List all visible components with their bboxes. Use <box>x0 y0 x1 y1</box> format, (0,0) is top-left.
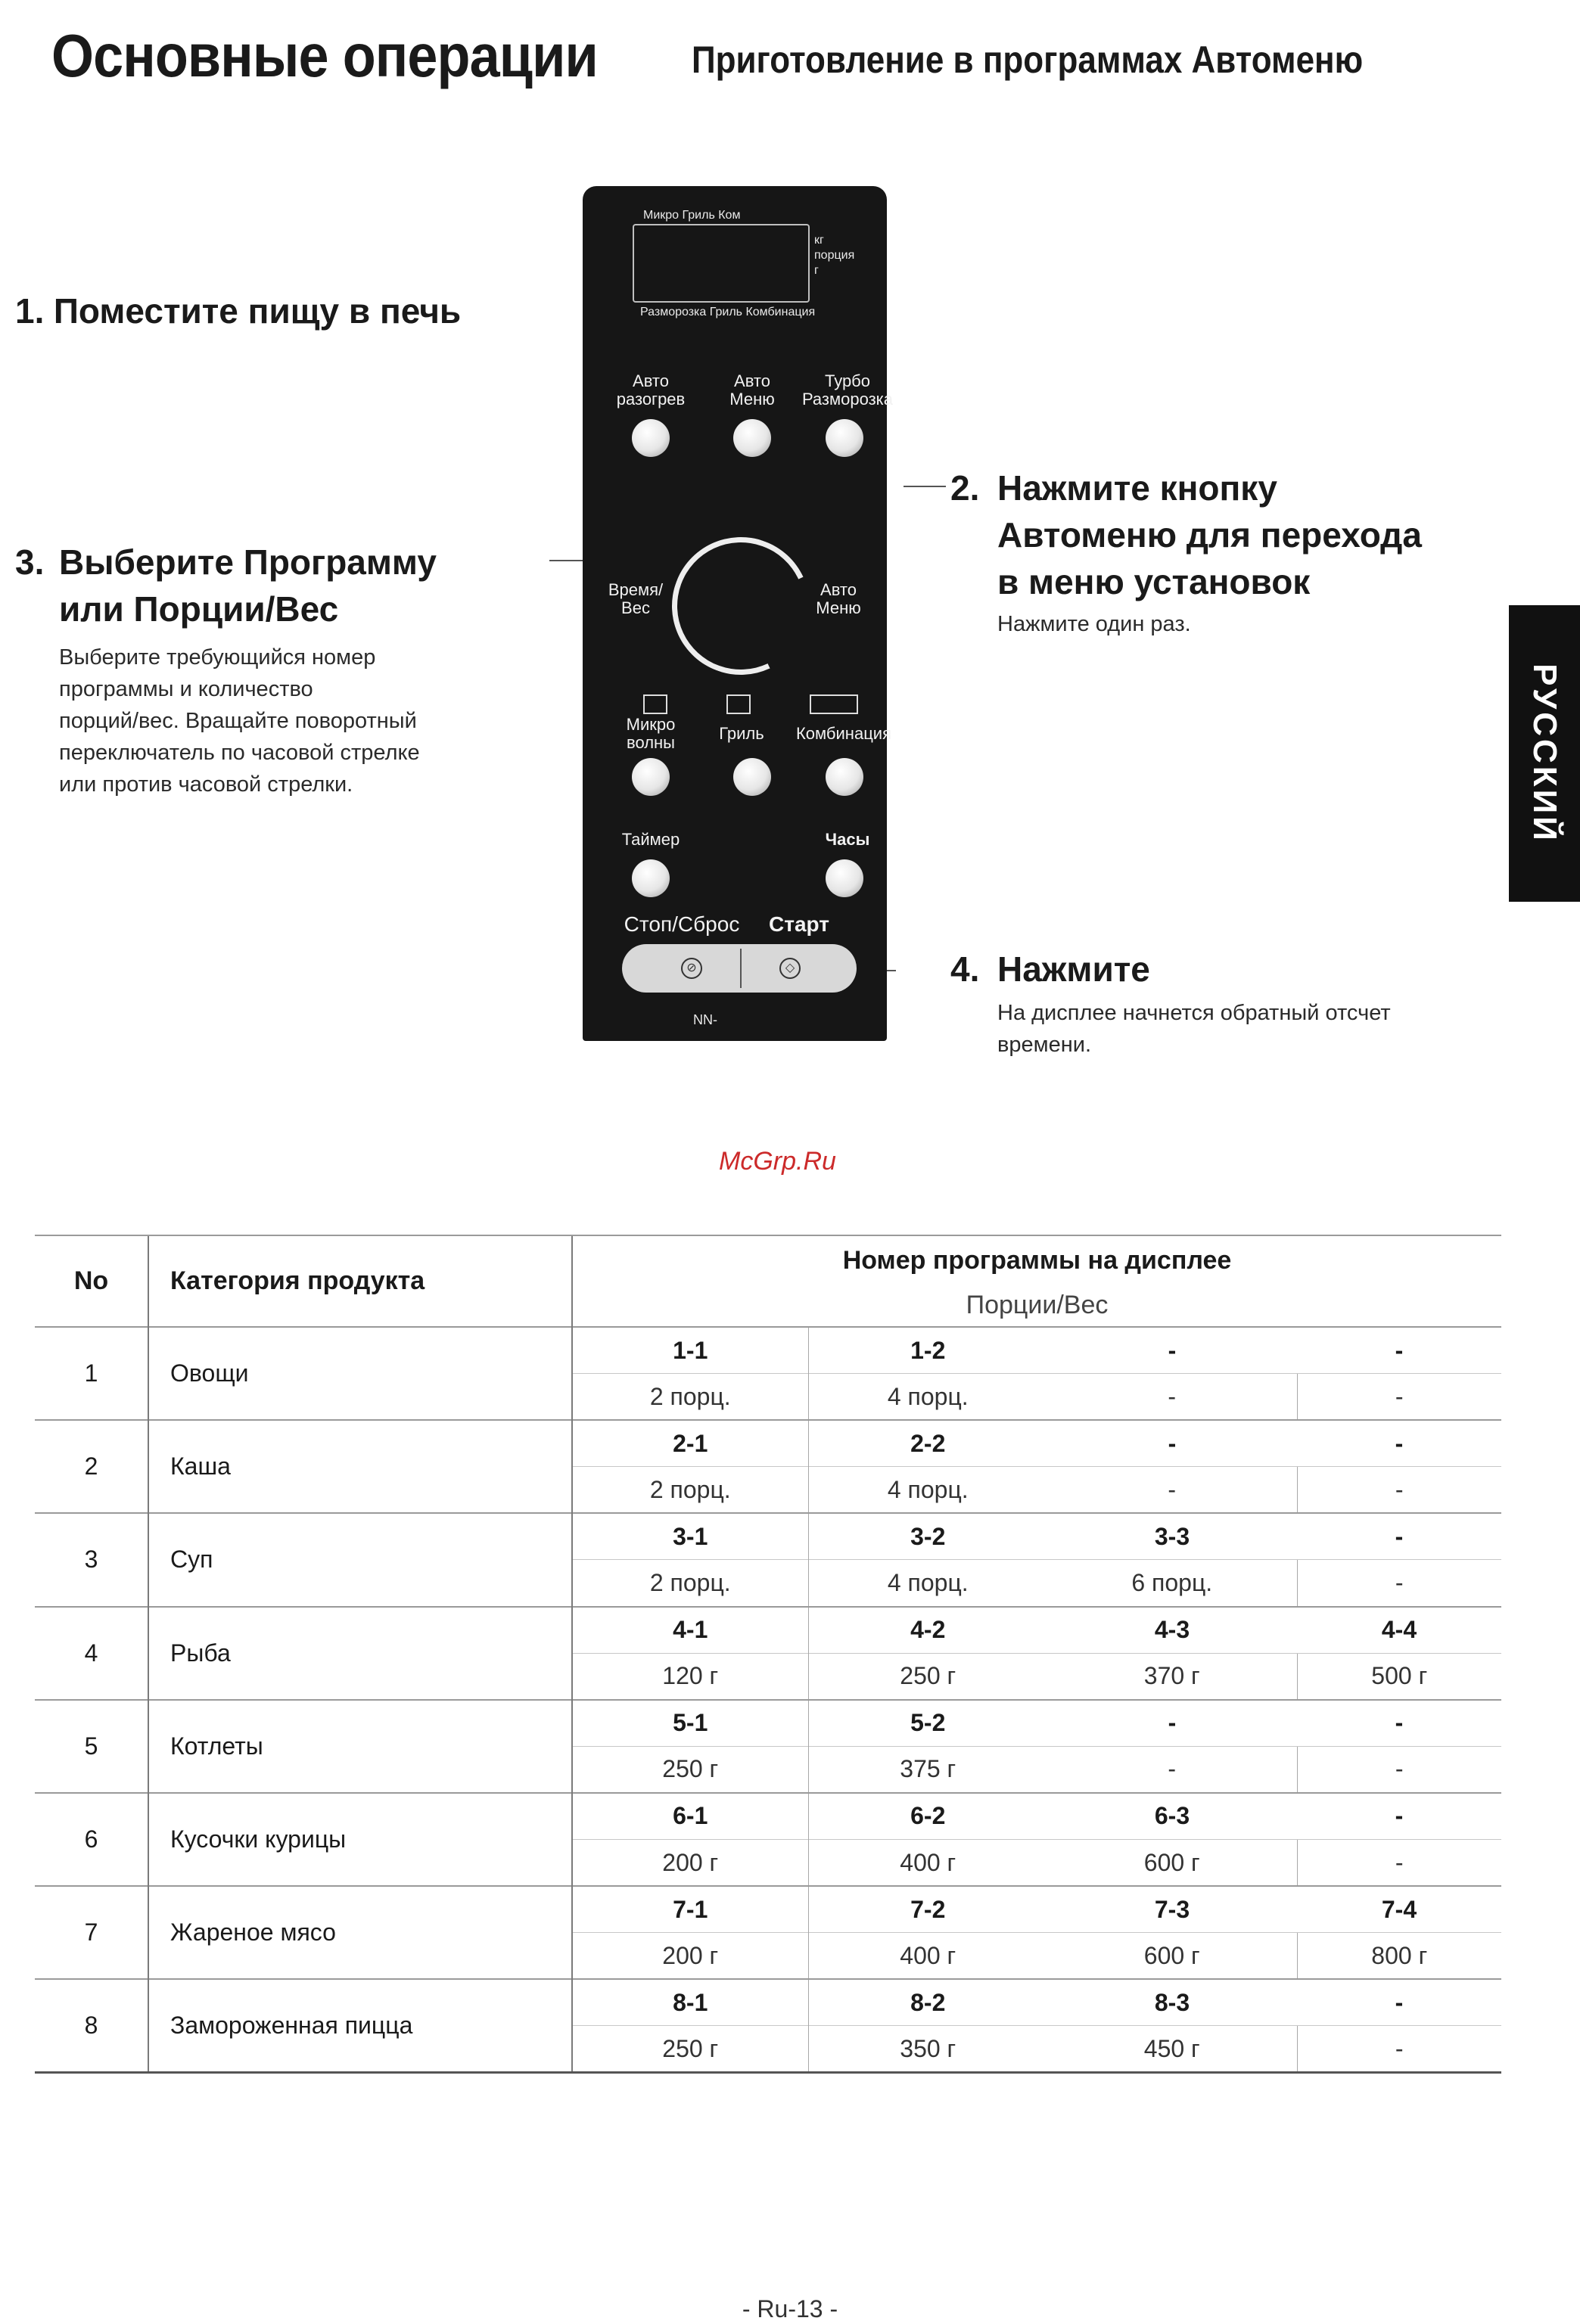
portion-weight-cell: 800 г <box>1297 1933 1501 1980</box>
program-number-cell: - <box>1047 1420 1297 1467</box>
start-stop-divider <box>740 949 742 988</box>
step-4-number: 4. <box>950 949 980 989</box>
auto-menu-label: Авто Меню <box>729 371 775 409</box>
table-row <box>35 1886 1501 1933</box>
table-row <box>35 1513 1501 1560</box>
step-2-number: 2. <box>950 468 980 508</box>
table-row <box>35 1327 1501 1374</box>
start-stop-bar <box>622 944 857 993</box>
program-number-cell: 7-2 <box>808 1886 1047 1933</box>
step-2-heading-line: в меню установок <box>997 562 1311 601</box>
table-header-program: Номер программы на дисплее <box>842 1245 1232 1275</box>
row-category: Каша <box>148 1420 572 1513</box>
row-category: Кусочки курицы <box>148 1793 572 1886</box>
portion-weight-cell: 200 г <box>572 1933 808 1980</box>
auto-menu-table <box>35 1235 1501 2074</box>
portion-weight-cell: 600 г <box>1047 1933 1297 1980</box>
language-tab <box>1509 605 1580 902</box>
row-category: Жареное мясо <box>148 1886 572 1979</box>
start-label: Старт <box>769 912 829 936</box>
control-panel <box>583 186 894 1041</box>
portion-weight-cell: - <box>1297 1374 1501 1421</box>
step-3-desc-line: или против часовой стрелки. <box>59 772 353 797</box>
portion-weight-cell: - <box>1297 1467 1501 1514</box>
step-3-number: 3. <box>15 542 45 582</box>
program-number-cell: 6-1 <box>572 1793 808 1840</box>
table-row <box>35 1700 1501 1747</box>
page-title: Основные операции <box>51 22 598 89</box>
program-number-cell: - <box>1047 1700 1297 1747</box>
portion-weight-cell: - <box>1047 1374 1297 1421</box>
table-header-portion: Порции/Вес <box>966 1291 1109 1319</box>
step-4-desc-line: времени. <box>997 1033 1092 1057</box>
step-2-heading-line: Нажмите кнопку <box>997 468 1277 508</box>
program-number-cell: 7-3 <box>1047 1886 1297 1933</box>
table-header-no: No <box>35 1236 148 1327</box>
portion-weight-cell: 500 г <box>1297 1653 1501 1700</box>
program-number-cell: - <box>1297 1979 1501 2026</box>
leader-line-step-3 <box>549 560 583 561</box>
portion-weight-cell: - <box>1297 1840 1501 1887</box>
program-number-cell: - <box>1297 1700 1501 1747</box>
auto-menu-button[interactable] <box>733 419 771 457</box>
auto-reheat-button[interactable] <box>632 419 670 457</box>
portion-weight-cell: 2 порц. <box>572 1560 808 1607</box>
program-number-cell: 6-2 <box>808 1793 1047 1840</box>
program-number-cell: 2-1 <box>572 1420 808 1467</box>
stop-button[interactable]: ⊘ <box>681 958 702 979</box>
clock-button[interactable] <box>826 859 863 897</box>
program-number-cell: - <box>1297 1513 1501 1560</box>
step-1-heading: Поместите пищу в печь <box>53 291 462 331</box>
page-number: - Ru-13 - <box>742 2295 838 2322</box>
program-number-cell: 4-4 <box>1297 1607 1501 1654</box>
portion-weight-cell: 2 порц. <box>572 1374 808 1421</box>
row-number: 5 <box>35 1700 148 1793</box>
program-number-cell: 7-4 <box>1297 1886 1501 1933</box>
program-number-cell: 8-2 <box>808 1979 1047 2026</box>
step-3-heading-line: или Порции/Вес <box>59 589 339 629</box>
portion-weight-cell: 4 порц. <box>808 1467 1047 1514</box>
table-header-category: Категория продукта <box>148 1236 572 1327</box>
step-3-desc-line: Выберите требующийся номер <box>59 645 376 670</box>
program-number-cell: - <box>1047 1327 1297 1374</box>
portion-weight-cell: - <box>1047 1467 1297 1514</box>
program-number-cell: 3-3 <box>1047 1513 1297 1560</box>
portion-weight-cell: 400 г <box>808 1933 1047 1980</box>
table-row <box>35 1979 1501 2026</box>
display-screen <box>633 224 810 303</box>
program-number-cell: 3-1 <box>572 1513 808 1560</box>
portion-weight-cell: 600 г <box>1047 1840 1297 1887</box>
combination-label: Комбинация <box>795 724 891 743</box>
table-row <box>35 1793 1501 1840</box>
row-category: Суп <box>148 1513 572 1606</box>
grill-label: Гриль <box>719 724 764 743</box>
language-tab-label: РУССКИЙ <box>1526 663 1563 844</box>
row-number: 3 <box>35 1513 148 1606</box>
display-mode-labels: Микро Гриль Ком <box>643 209 741 222</box>
portion-weight-cell: 370 г <box>1047 1653 1297 1700</box>
portion-weight-cell: 4 порц. <box>808 1560 1047 1607</box>
turbo-defrost-label: Турбо Разморозка <box>801 371 894 409</box>
step-1 <box>15 287 461 334</box>
row-number: 4 <box>35 1607 148 1700</box>
step-4-heading: Нажмите <box>997 949 1150 989</box>
timer-button[interactable] <box>632 859 670 897</box>
portion-weight-cell: 250 г <box>808 1653 1047 1700</box>
step-3-heading-line: Выберите Программу <box>59 542 437 582</box>
watermark: McGrp.Ru <box>719 1147 836 1176</box>
program-number-cell: 8-3 <box>1047 1979 1297 2026</box>
grill-icon <box>726 694 751 714</box>
grill-button[interactable] <box>733 758 771 796</box>
combination-button[interactable] <box>826 758 863 796</box>
portion-weight-cell: 250 г <box>572 2026 808 2071</box>
portion-weight-cell: 200 г <box>572 1840 808 1887</box>
row-category: Рыба <box>148 1607 572 1700</box>
program-number-cell: 6-3 <box>1047 1793 1297 1840</box>
portion-weight-cell: 6 порц. <box>1047 1560 1297 1607</box>
program-number-cell: 5-2 <box>808 1700 1047 1747</box>
microwave-button[interactable] <box>632 758 670 796</box>
portion-weight-cell: 350 г <box>808 2026 1047 2071</box>
microwave-icon <box>643 694 667 714</box>
row-category: Замороженная пицца <box>148 1979 572 2071</box>
step-2-desc: Нажмите один раз. <box>997 612 1191 636</box>
dial-time-weight-label: Время/ Вес <box>608 580 664 617</box>
program-number-cell: 4-2 <box>808 1607 1047 1654</box>
step-3-desc-line: порций/вес. Вращайте поворотный <box>59 709 417 733</box>
row-category: Котлеты <box>148 1700 572 1793</box>
table-row <box>35 1607 1501 1654</box>
step-3-desc-line: переключатель по часовой стрелке <box>59 741 420 765</box>
program-number-cell: 3-2 <box>808 1513 1047 1560</box>
portion-weight-cell: 2 порц. <box>572 1467 808 1514</box>
model-label: NN- <box>693 1012 717 1027</box>
program-number-cell: 5-1 <box>572 1700 808 1747</box>
row-number: 1 <box>35 1327 148 1420</box>
portion-weight-cell: 375 г <box>808 1746 1047 1793</box>
auto-reheat-label: Авто разогрев <box>616 371 686 409</box>
portion-weight-cell: 400 г <box>808 1840 1047 1887</box>
start-button[interactable]: ◇ <box>779 958 801 979</box>
portion-weight-cell: - <box>1047 1746 1297 1793</box>
stop-reset-label: Стоп/Сброс <box>624 912 740 936</box>
page-subtitle: Приготовление в программах Автоменю <box>692 39 1364 81</box>
portion-weight-cell: - <box>1297 1746 1501 1793</box>
timer-label: Таймер <box>621 830 680 849</box>
program-number-cell: 2-2 <box>808 1420 1047 1467</box>
step-3-desc-line: программы и количество <box>59 677 313 701</box>
portion-weight-cell: 450 г <box>1047 2026 1297 2071</box>
program-number-cell: - <box>1297 1793 1501 1840</box>
dial-auto-menu-label: Авто Меню <box>816 580 861 617</box>
display-bottom-labels: Разморозка Гриль Комбинация <box>640 306 816 318</box>
program-number-cell: 1-1 <box>572 1327 808 1374</box>
row-number: 8 <box>35 1979 148 2071</box>
row-number: 7 <box>35 1886 148 1979</box>
program-number-cell: - <box>1297 1420 1501 1467</box>
program-number-cell: - <box>1297 1327 1501 1374</box>
portion-weight-cell: 250 г <box>572 1746 808 1793</box>
display-unit-labels: кг порция г <box>814 234 855 277</box>
portion-weight-cell: 120 г <box>572 1653 808 1700</box>
program-number-cell: 1-2 <box>808 1327 1047 1374</box>
combination-icon <box>810 694 858 714</box>
step-2-heading-line: Автоменю для перехода <box>997 515 1422 555</box>
row-number: 2 <box>35 1420 148 1513</box>
clock-label: Часы <box>825 830 870 849</box>
microwave-label: Микро волны <box>626 715 676 752</box>
portion-weight-cell: 4 порц. <box>808 1374 1047 1421</box>
portion-weight-cell: - <box>1297 2026 1501 2071</box>
step-1-number: 1. <box>15 291 45 331</box>
program-number-cell: 4-3 <box>1047 1607 1297 1654</box>
step-4-desc-line: На дисплее начнется обратный отсчет <box>997 1001 1391 1025</box>
turbo-defrost-button[interactable] <box>826 419 863 457</box>
program-number-cell: 4-1 <box>572 1607 808 1654</box>
portion-weight-cell: - <box>1297 1560 1501 1607</box>
program-number-cell: 8-1 <box>572 1979 808 2026</box>
leader-line-step-2 <box>904 486 946 487</box>
table-row <box>35 1420 1501 1467</box>
row-category: Овощи <box>148 1327 572 1420</box>
program-number-cell: 7-1 <box>572 1886 808 1933</box>
row-number: 6 <box>35 1793 148 1886</box>
